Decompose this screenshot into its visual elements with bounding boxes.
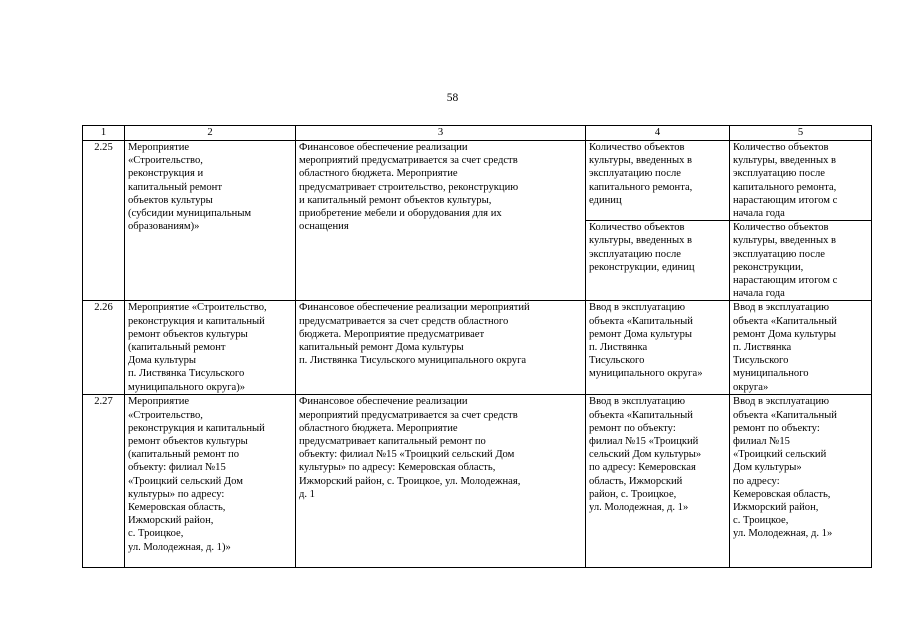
indicator-cumulative-cell: Ввод в эксплуатацию объекта «Капитальный ремонт по объекту: филиал №15 «Троицкий сельский Дом культуры» по адресу: Кемеровская область, Ижморский район, с. Троицкое, ул. Молодежная, д. 1» bbox=[730, 395, 872, 568]
measures-table bbox=[82, 125, 872, 568]
indicator-cell: Ввод в эксплуатацию объекта «Капитальный ремонт Дома культуры п. Листвянка Тисульского муниципального округа» bbox=[586, 301, 730, 395]
table-row bbox=[83, 395, 872, 568]
column-header-2: 2 bbox=[125, 126, 296, 141]
finance-cell: Финансовое обеспечение реализации мероприятий предусматривается за счет средств областного бюджета. Мероприятие предусматривает строительство, реконструкцию и капитальный ремонт объектов культуры, приобретение мебели и оборудования для их оснащения bbox=[296, 141, 586, 301]
table-header-row bbox=[83, 126, 872, 141]
indicator-cumulative-cell: Количество объектов культуры, введенных в эксплуатацию после реконструкции, нарастающим итогом с начала года bbox=[730, 221, 872, 301]
indicator-cumulative-cell: Ввод в эксплуатацию объекта «Капитальный ремонт Дома культуры п. Листвянка Тисульского муниципального округа» bbox=[730, 301, 872, 395]
column-header-5: 5 bbox=[730, 126, 872, 141]
row-number: 2.26 bbox=[83, 301, 125, 395]
indicator-cell: Количество объектов культуры, введенных в эксплуатацию после капитального ремонта, единиц bbox=[586, 141, 730, 221]
indicator-cell: Количество объектов культуры, введенных в эксплуатацию после реконструкции, единиц bbox=[586, 221, 730, 301]
indicator-cumulative-cell: Количество объектов культуры, введенных в эксплуатацию после капитального ремонта, нарастающим итогом с начала года bbox=[730, 141, 872, 221]
measure-cell: Мероприятие «Строительство, реконструкция и капитальный ремонт объектов культуры (субсидии муниципальным образованиям)» bbox=[125, 141, 296, 301]
page-number: 58 bbox=[446, 92, 459, 104]
row-number: 2.25 bbox=[83, 141, 125, 301]
finance-cell: Финансовое обеспечение реализации мероприятий предусматривается за счет средств областного бюджета. Мероприятие предусматривает капитальный ремонт Дома культуры п. Листвянка Тисульского муниципального округа bbox=[296, 301, 586, 395]
measure-cell: Мероприятие «Строительство, реконструкция и капитальный ремонт объектов культуры (капитальный ремонт Дома культуры п. Листвянка Тисульского муниципального округа)» bbox=[125, 301, 296, 395]
table-row bbox=[83, 301, 872, 395]
column-header-3: 3 bbox=[296, 126, 586, 141]
table-row bbox=[83, 141, 872, 221]
row-number: 2.27 bbox=[83, 395, 125, 568]
column-header-1: 1 bbox=[83, 126, 125, 141]
finance-cell: Финансовое обеспечение реализации мероприятий предусматривается за счет средств областного бюджета. Мероприятие предусматривает капитальный ремонт по объекту: филиал №15 «Троицкий сельский Дом культуры» по адресу: Кемеровская область, Ижморский район, с. Троицкое, ул. Молодежная, д. 1 bbox=[296, 395, 586, 568]
measure-cell: Мероприятие «Строительство, реконструкция и капитальный ремонт объектов культуры (капитальный ремонт по объекту: филиал №15 «Троицкий сельский Дом культуры» по адресу: Кемеровская область, Ижморский район, с. Троицкое, ул. Молодежная, д. 1)» bbox=[125, 395, 296, 568]
indicator-cell: Ввод в эксплуатацию объекта «Капитальный ремонт по объекту: филиал №15 «Троицкий сельский Дом культуры» по адресу: Кемеровская область, Ижморский район, с. Троицкое, ул. Молодежная, д. 1» bbox=[586, 395, 730, 568]
column-header-4: 4 bbox=[586, 126, 730, 141]
